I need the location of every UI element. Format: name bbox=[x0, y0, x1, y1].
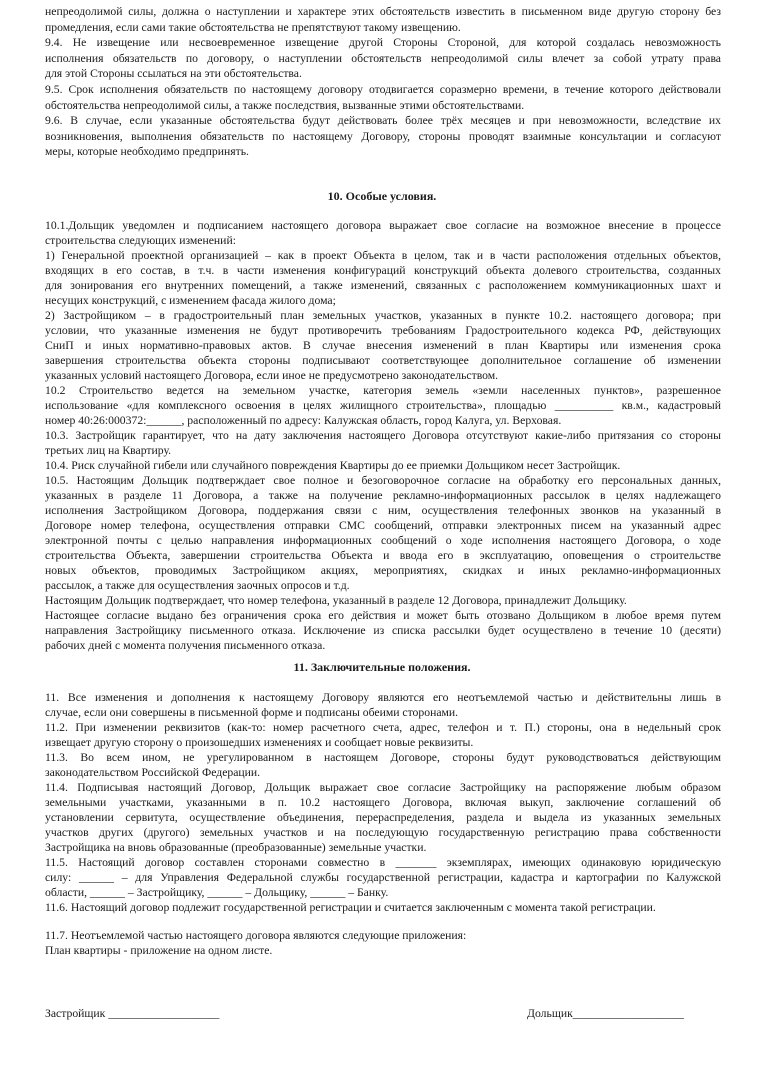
developer-signature-line: Застройщик ___________________ bbox=[45, 1007, 220, 1020]
text-line: промедления, если сами такие обстоятельства не препятствуют такому извещению. bbox=[45, 20, 461, 34]
text-line: Договоре номер телефона, осуществления отправки СМС сообщений, отправки электронных писем на указанный адрес bbox=[45, 519, 721, 532]
text-line: План квартиры - приложение на одном листе. bbox=[45, 944, 273, 957]
text-line: для зонирования его внутренних помещений, а также изменений, связанных с расположением коммуникационных шахт и bbox=[45, 279, 721, 292]
paragraph bbox=[45, 900, 721, 915]
text-line: законодательством Российской Федерации. bbox=[45, 766, 261, 779]
section-9-continuation bbox=[45, 4, 721, 160]
paragraph bbox=[45, 113, 721, 160]
paragraph bbox=[45, 690, 721, 720]
text-line: условии, что указанные изменения не будут противоречить требованиям Градостроительного кодекса РФ, действующих bbox=[45, 324, 721, 337]
text-line: непреодолимой силы, должна о наступлении и характере этих обстоятельств известить в письменном виде другую сторону без bbox=[45, 5, 721, 18]
text-line: 10.4. Риск случайной гибели или случайного повреждения Квартиры до ее приемки Дольщиком несет Застройщик. bbox=[45, 459, 621, 472]
paragraph bbox=[45, 383, 721, 428]
paragraph bbox=[45, 593, 721, 608]
text-line: 11. Все изменения и дополнения к настоящему Договору являются его неотъемлемой частью и действительны лишь в bbox=[45, 691, 721, 704]
paragraph bbox=[45, 82, 721, 113]
text-line: новых объектов, проводимых Застройщиком акциях, мероприятиях, скидках и иных рекламно-информационных bbox=[45, 564, 721, 577]
text-line: строительства следующих изменений: bbox=[45, 234, 236, 247]
text-line: 11.3. Во всем ином, не урегулированном в настоящем Договоре, стороны будут руководствоваться действующим bbox=[45, 751, 721, 764]
text-line: использование «для комплексного освоения в целях жилищного строительства», площадью __________ кв.м., кадастровый bbox=[45, 399, 721, 412]
text-line: обстоятельства непреодолимой силы, а также последствия, вызванные этими обстоятельствами. bbox=[45, 98, 525, 112]
paragraph bbox=[45, 4, 721, 35]
text-line: силу: ______ – для Управления Федеральной службы государственной регистрации, кадастра и картографии по Калужской bbox=[45, 871, 721, 884]
paragraph bbox=[45, 943, 721, 958]
text-line: электронной почты с целью направления информационных сообщений о ходе исполнения настоящего Договора, о ходе bbox=[45, 534, 721, 547]
text-line: для этой Стороны ссылаться на эти обстоятельства. bbox=[45, 67, 302, 81]
text-line: области, ______ – Застройщику, ______ – Дольщику, ______ – Банку. bbox=[45, 886, 389, 899]
text-line: 11.4. Подписывая настоящий Договор, Дольщик выражает свое согласие Застройщику на распоряжение любым образом bbox=[45, 781, 721, 794]
paragraph bbox=[45, 608, 721, 653]
text-line: 10.5. Настоящим Дольщик подтверждает свое полное и безоговорочное согласие на обработку его персональных данных, bbox=[45, 474, 721, 487]
section-11-body bbox=[45, 690, 721, 915]
text-line: входящих в его состав, в т.ч. в части изменения конфигураций конструкций объекта долевого строительства, созданных bbox=[45, 264, 721, 277]
text-line: указанных в разделе 11 Договора, а также на получение рекламно-информационных рассылок в целях надлежащего bbox=[45, 489, 721, 502]
text-line: 11.2. При изменении реквизитов (как-то: номер расчетного счета, адрес, телефон и т. П.) стороны, она в недельный срок bbox=[45, 721, 721, 734]
appendices bbox=[45, 928, 721, 958]
text-line: исполнения обязательств по договору, о наступлении обстоятельств непреодолимой силы влечет за собой утрату права bbox=[45, 51, 721, 65]
paragraph bbox=[45, 458, 721, 473]
text-line: рассылок, а также для осуществления заочных опросов и т.д. bbox=[45, 579, 350, 592]
paragraph bbox=[45, 928, 721, 943]
text-line: участков других (другого) земельных участков и на последующую государственную регистрацию права собственности bbox=[45, 826, 721, 839]
text-line: 1) Генеральной проектной организацией – как в проект Объекта в целом, так и в части расположения отдельных объектов, bbox=[45, 249, 721, 262]
text-line: строительства Объекта, завершении строительства Объекта и ввода его в эксплуатацию, оповещения о строительстве bbox=[45, 549, 721, 562]
text-line: 10.2 Строительство ведется на земельном участке, категория земель «земли населенных пунктов», разрешенное bbox=[45, 384, 721, 397]
paragraph bbox=[45, 428, 721, 458]
text-line: 9.6. В случае, если указанные обстоятельства будут действовать более трёх месяцев и при невозможности, вследствие их bbox=[45, 114, 721, 128]
text-line: извещает другую сторону о произошедших изменениях и сообщает новые реквизиты. bbox=[45, 736, 474, 749]
text-line: третьих лиц на Квартиру. bbox=[45, 444, 172, 457]
section-10-heading: 10. Особые условия. bbox=[327, 189, 437, 203]
paragraph bbox=[45, 720, 721, 750]
text-line: 11.5. Настоящий договор составлен сторонами совместно в _______ экземплярах, имеющих одинаковую юридическую bbox=[45, 856, 721, 869]
text-line: указанных условий настоящего Договора, если иное не предусмотрено законодательством. bbox=[45, 369, 499, 382]
text-line: 11.6. Настоящий договор подлежит государственной регистрации и считается заключенным с момента такой регистрации. bbox=[45, 901, 656, 914]
text-line: 9.4. Не извещение или несвоевременное извещение другой Стороны Стороной, для которой создалась невозможность bbox=[45, 36, 721, 50]
text-line: несущих конструкций, с изменением фасада жилого дома; bbox=[45, 294, 336, 307]
text-line: Настоящее согласие выдано без ограничения срока его действия и может быть отозвано Дольщиком в любое время путем bbox=[45, 609, 721, 622]
text-line: случае, если они совершены в письменной форме и подписаны обеими сторонами. bbox=[45, 706, 459, 719]
section-11-heading: 11. Заключительные положения. bbox=[293, 660, 471, 674]
text-line: Застройщика на вновь образованные (преобразованные) земельные участки. bbox=[45, 841, 427, 854]
text-line: меры, которые необходимо предпринять. bbox=[45, 145, 249, 159]
shareholder-signature-line: Дольщик___________________ bbox=[527, 1007, 684, 1020]
paragraph bbox=[45, 473, 721, 593]
text-line: 11.7. Неотъемлемой частью настоящего договора являются следующие приложения: bbox=[45, 929, 467, 942]
text-line: 10.3. Застройщик гарантирует, что на дату заключения настоящего Договора отсутствуют какие-либо притязания со стороны bbox=[45, 429, 721, 442]
paragraph bbox=[45, 855, 721, 900]
paragraph bbox=[45, 750, 721, 780]
paragraph bbox=[45, 35, 721, 82]
text-line: возникновения, выполнения обязательств по настоящему Договору, стороны проводят взаимные консультации и согласуют bbox=[45, 129, 721, 143]
section-10-body bbox=[45, 218, 721, 653]
text-line: земельными участками, указанными в п. 10.2 настоящего Договора, включая выкуп, заключение соглашений об bbox=[45, 796, 721, 809]
text-line: Настоящим Дольщик подтверждает, что номер телефона, указанный в разделе 12 Договора, принадлежит Дольщику. bbox=[45, 594, 627, 607]
text-line: направления Застройщику письменного отказа. Исключение из списка рассылки будет осуществлено в течение 10 (десяти) bbox=[45, 624, 721, 637]
text-line: 9.5. Срок исполнения обязательств по настоящему договору отодвигается соразмерно времени, в течение которого действовали bbox=[45, 82, 721, 96]
text-line: 2) Застройщиком – в градостроительный план земельных участков, указанных в пункте 10.2. настоящего договора; при bbox=[45, 309, 721, 322]
text-line: установлении сервитута, осуществление объединения, перераспределения, раздела и выдела из указанных земельных bbox=[45, 811, 721, 824]
paragraph bbox=[45, 248, 721, 308]
text-line: номер 40:26:000372:______, расположенный по адресу: Калужская область, город Калуга, ул. Верховая. bbox=[45, 414, 562, 427]
text-line: завершения строительства объекта стороны подписывают соответствующее дополнительное соглашение об изменении bbox=[45, 354, 721, 367]
text-line: исполнения Застройщиком Договора, поддержания связи с ним, осуществления телефонных звонков на указанный в bbox=[45, 504, 721, 517]
paragraph bbox=[45, 308, 721, 383]
text-line: СниП и иных нормативно-правовых актов. В случае внесения изменений в план Квартиры или изменения срока bbox=[45, 339, 721, 352]
paragraph bbox=[45, 780, 721, 855]
text-line: 10.1.Дольщик уведомлен и подписанием настоящего договора выражает свое согласие на возможное внесение в процессе bbox=[45, 219, 721, 232]
paragraph bbox=[45, 218, 721, 248]
text-line: рабочих дней с момента получения письменного отказа. bbox=[45, 639, 326, 652]
